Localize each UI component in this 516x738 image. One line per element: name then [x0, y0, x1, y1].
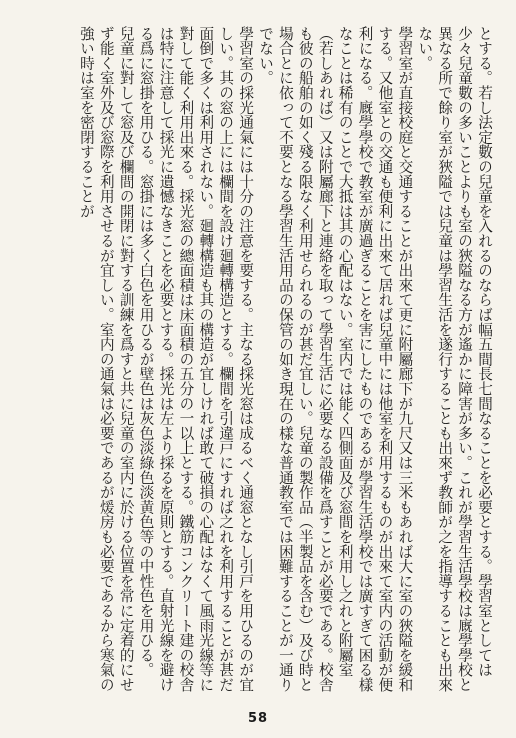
paragraph-3: 學習室の採光通氣には十分の注意を要する。主なる採光窓は成るべく通窓となし引戸を用ひるのが宜しい。其の窓の上には欄間を設け廻轉構造とする。欄間を引違戸にすれば之れを利用することが甚だ面倒で多くは利用されない。廻轉構造も其の構造が宜しければ敢て破損の心配はなくて風雨光線等に對して能く利用出來る。採光窓の總面積は床面積の五分の一以上とする。鐵筋コンクリート建の校舎は特に注意して採光に遺憾なきことを必要とする。採光は左より採るを原則とする。直射光線を避ける爲に窓掛を用ひる。窓掛には多く白色を用ひるが壁色は灰色淡綠色淡黄色等の中性色を用ひる。: [137, 26, 255, 692]
paragraph-4: 兒童に對して窓及び欄間の開閉に對する訓練を爲すと共に兒童の室内に於ける位置を常に定着的にせず能く室外及び窓際を利用させるが宜しい。室内の通氣は必要であるが煖房も必要であるから寒氣の強い時は室を密閉することが: [77, 26, 135, 692]
vertical-text-body: [16, 26, 494, 696]
paragraph-2: 學習室が直接校庭と交通することが出來て更に附屬廊下が九尺又は三米もあれば大に室の狹隘を緩和する。又他室との交通も便利に出來て居れば兒童中には他室を利用するものが出來て室内の活動が便利になる。廐學學校で教室が廣過ぎることを害にしたものであるが學習生活學校では廣すぎて困る樣なことは稀有のことで大抵は其の心配はない。室内では能く四側面及び窓間を利用し之れと附屬室（若しあれば）又は附屬廊下と連絡を取って學習生活に必要なる設備を爲すことが必要である。校舎も彼の船舶の如く殘る限なく利用せられるのが甚だ宜しい。兒童の製作品（半製品を含む）及び時と場合とに依って不要となる學習生活用品の保管の如き現在の樣な普通教室では困難することが一通りでない。: [257, 26, 414, 692]
page-number: 58: [247, 711, 269, 726]
paragraph-1: とする。若し法定數の兒童を入れるのならば幅五間長七間なることを必要とする。學習室としては少々兒童數の多いことよりも室の狹隘なる方が遙かに障害が多い。これが學習生活學校は廐學學校と異なる所で餘り室が狹隘では兒童は學習生活を遂行することも出來ず教師が之を指導することも出來ない。: [416, 26, 493, 692]
